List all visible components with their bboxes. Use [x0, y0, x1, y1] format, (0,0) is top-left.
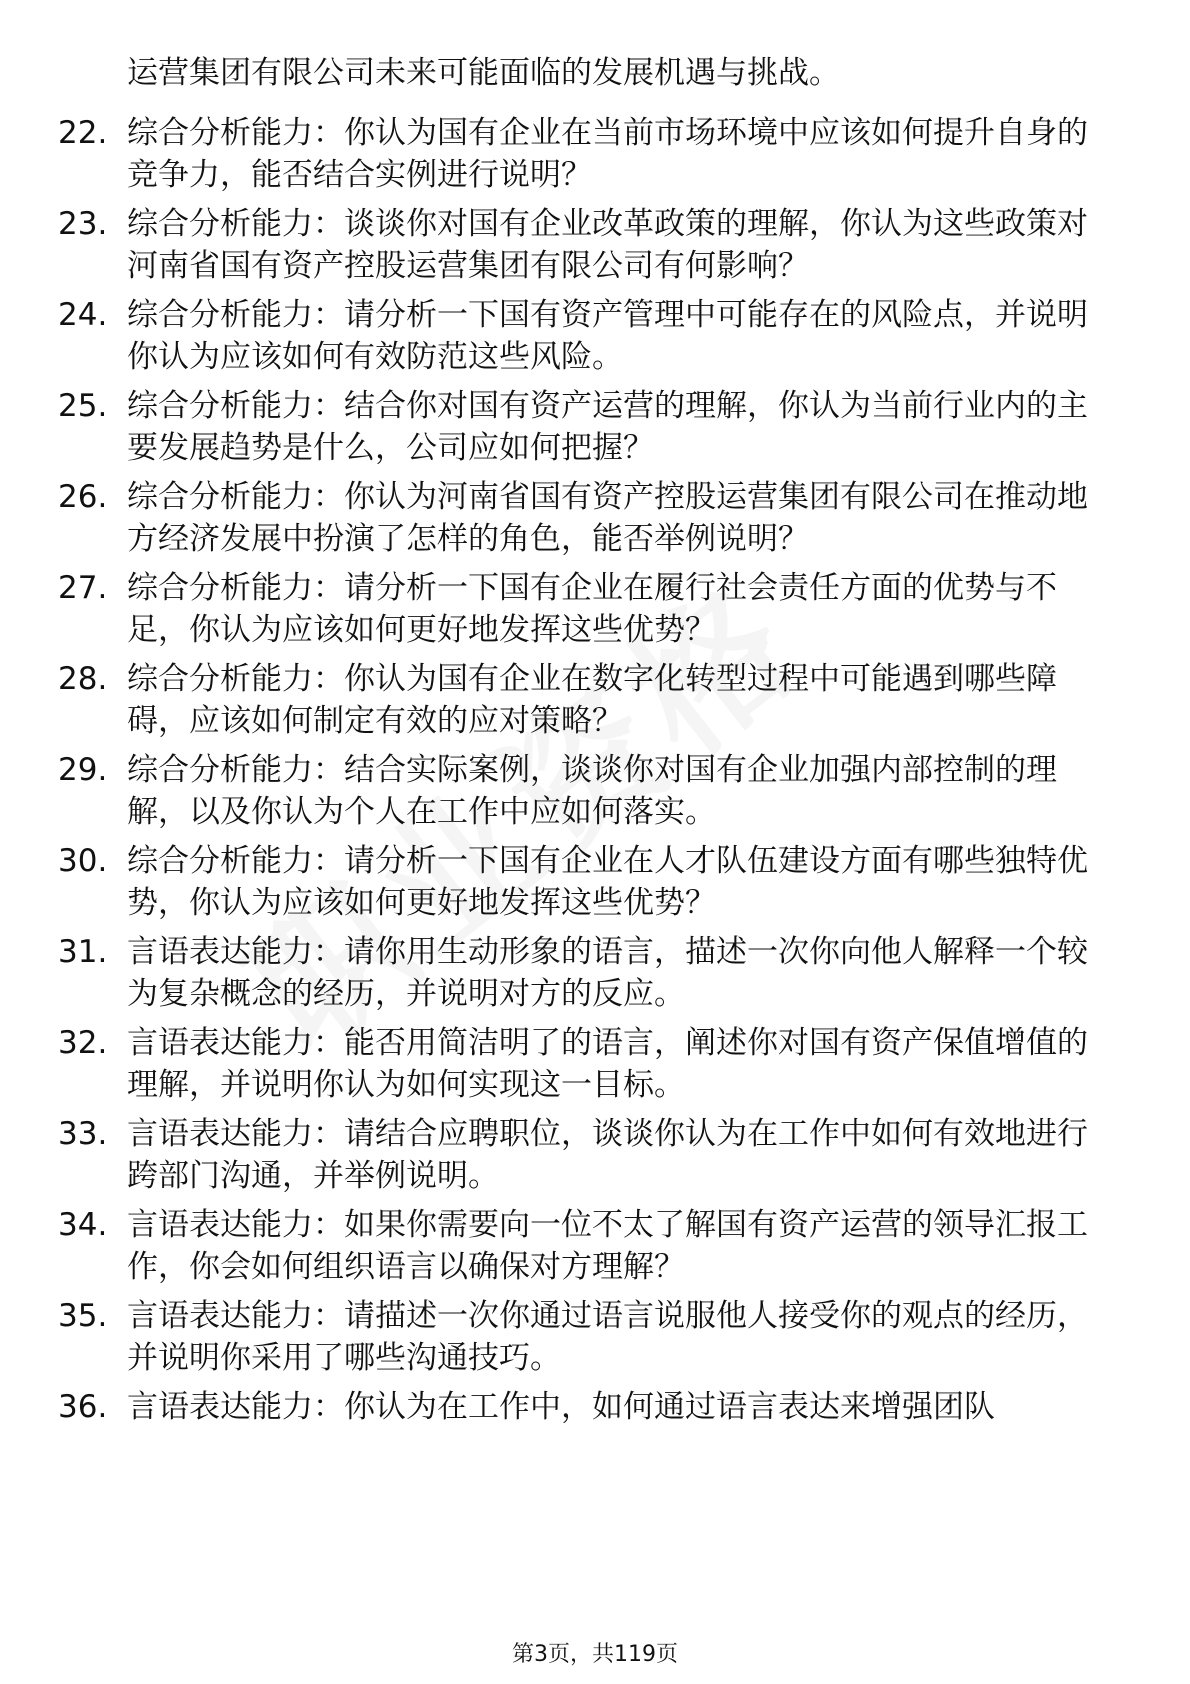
item-text: 综合分析能力：你认为国有企业在数字化转型过程中可能遇到哪些障碍，应该如何制定有效的应对策略？: [127, 661, 1057, 739]
item-number: 35.: [58, 1298, 108, 1334]
list-item: [0, 567, 1190, 653]
list-item: [0, 1022, 1190, 1108]
list-item: [0, 112, 1190, 198]
item-text: 言语表达能力：你认为在工作中，如何通过语言表达来增强团队: [127, 1389, 995, 1425]
item-text: 综合分析能力：谈谈你对国有企业改革政策的理解，你认为这些政策对河南省国有资产控股运营集团有限公司有何影响？: [127, 206, 1088, 284]
item-number: 36.: [58, 1389, 108, 1425]
item-text: 综合分析能力：你认为河南省国有资产控股运营集团有限公司在推动地方经济发展中扮演了怎样的角色，能否举例说明？: [127, 479, 1088, 557]
item-number: 23.: [58, 206, 108, 242]
item-text: 言语表达能力：请描述一次你通过语言说服他人接受你的观点的经历，并说明你采用了哪些沟通技巧。: [127, 1298, 1088, 1376]
item-number: 31.: [58, 934, 108, 970]
item-text: 综合分析能力：请分析一下国有企业在履行社会责任方面的优势与不足，你认为应该如何更好地发挥这些优势？: [127, 570, 1057, 648]
item-number: 26.: [58, 479, 108, 515]
item-text: 言语表达能力：请你用生动形象的语言，描述一次你向他人解释一个较为复杂概念的经历，并说明对方的反应。: [127, 934, 1088, 1012]
item-number: 29.: [58, 752, 108, 788]
continuation-text: 运营集团有限公司未来可能面临的发展机遇与挑战。: [127, 55, 840, 91]
item-number: 34.: [58, 1207, 108, 1243]
item-text: 综合分析能力：结合实际案例，谈谈你对国有企业加强内部控制的理解，以及你认为个人在工作中应如何落实。: [127, 752, 1057, 830]
item-text: 言语表达能力：请结合应聘职位，谈谈你认为在工作中如何有效地进行跨部门沟通，并举例说明。: [127, 1116, 1088, 1194]
list-item: [0, 658, 1190, 744]
item-text: 综合分析能力：请分析一下国有资产管理中可能存在的风险点，并说明你认为应该如何有效防范这些风险。: [127, 297, 1088, 375]
list-item: [0, 385, 1190, 471]
list-item: [0, 840, 1190, 926]
item-number: 22.: [58, 115, 108, 151]
item-text: 综合分析能力：结合你对国有资产运营的理解，你认为当前行业内的主要发展趋势是什么，公司应如何把握？: [127, 388, 1088, 466]
list-item: [0, 203, 1190, 289]
list-item: [0, 931, 1190, 1017]
list-item: [0, 1386, 1190, 1430]
list-item: [0, 1295, 1190, 1381]
item-number: 30.: [58, 843, 108, 879]
item-text: 综合分析能力：你认为国有企业在当前市场环境中应该如何提升自身的竞争力，能否结合实例进行说明？: [127, 115, 1088, 193]
question-list: [0, 112, 1190, 1435]
list-item: [0, 476, 1190, 562]
item-number: 24.: [58, 297, 108, 333]
item-text: 言语表达能力：如果你需要向一位不太了解国有资产运营的领导汇报工作，你会如何组织语言以确保对方理解？: [127, 1207, 1088, 1285]
page-footer: 第3页，共119页: [512, 1642, 678, 1667]
item-number: 28.: [58, 661, 108, 697]
item-text: 言语表达能力：能否用简洁明了的语言，阐述你对国有资产保值增值的理解，并说明你认为如何实现这一目标。: [127, 1025, 1088, 1103]
item-number: 25.: [58, 388, 108, 424]
item-number: 32.: [58, 1025, 108, 1061]
list-item: [0, 294, 1190, 380]
list-item: [0, 1204, 1190, 1290]
item-text: 综合分析能力：请分析一下国有企业在人才队伍建设方面有哪些独特优势，你认为应该如何更好地发挥这些优势？: [127, 843, 1088, 921]
item-number: 27.: [58, 570, 108, 606]
list-item: [0, 1113, 1190, 1199]
list-item: [0, 749, 1190, 835]
item-number: 33.: [58, 1116, 108, 1152]
